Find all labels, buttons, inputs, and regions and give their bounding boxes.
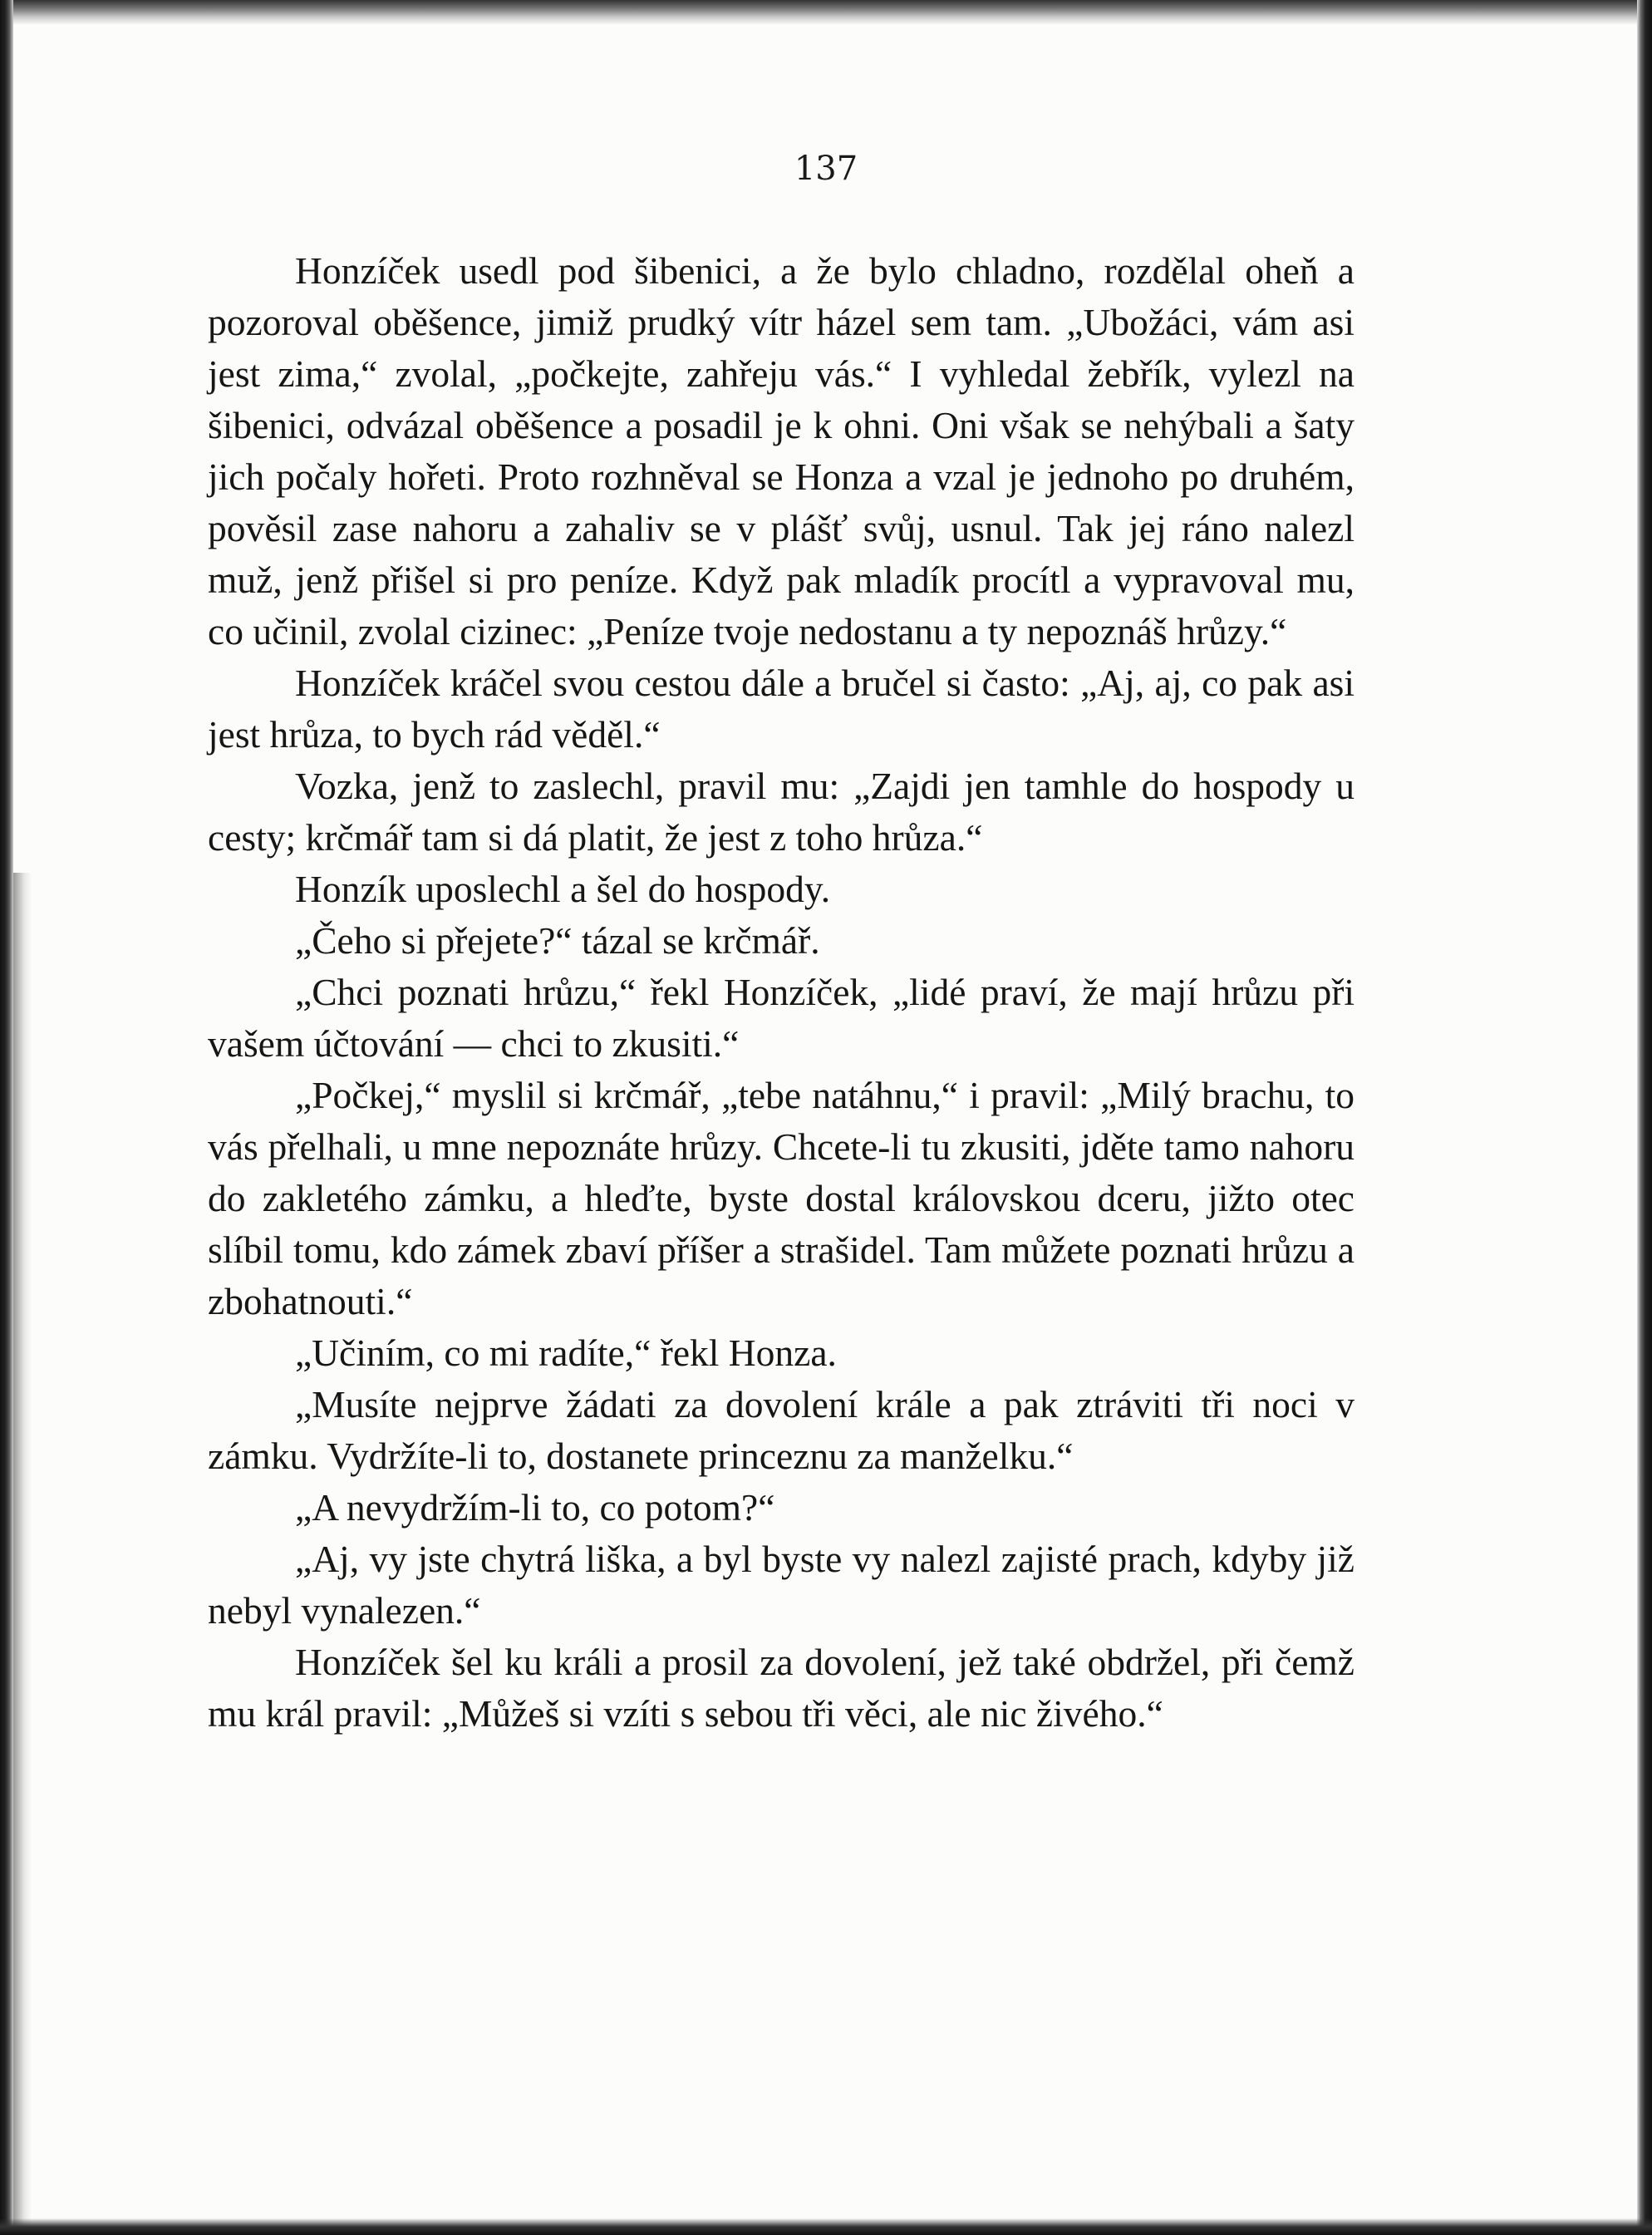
scan-edge-right [1637, 0, 1652, 2235]
paragraph: „Aj, vy jste chytrá liška, a byl byste vy nalezl zajisté prach, kdyby již nebyl vynalezen.“ [208, 1538, 1355, 1632]
paragraph: „Počkej,“ myslil si krčmář, „tebe natáhnu,“ i pravil: „Milý brachu, to vás přelhali, u mne nepoznáte hrůzy. Chcete-li tu zkusiti, jděte tamo nahoru do zakletého zámku, a hleďte, byste dostal královskou dceru, jižto otec slíbil tomu, kdo zámek zbaví příšer a strašidel. Tam můžete poznati hrůzu a zbohatnouti.“ [208, 1074, 1355, 1322]
paragraph: „Čeho si přejete?“ tázal se krčmář. [295, 919, 820, 962]
paragraph: Honzíček kráčel svou cestou dále a bručel si často: „Aj, aj, co pak asi jest hrůza, to bych rád věděl.“ [208, 662, 1355, 756]
paragraph: „Musíte nejprve žádati za dovolení krále a pak ztráviti tři noci v zámku. Vydržíte-li to, dostanete princeznu za manželku.“ [208, 1383, 1355, 1477]
paragraph: Vozka, jenž to zaslechl, pravil mu: „Zajdi jen tamhle do hospody u cesty; krčmář tam si dá platit, že jest z toho hrůza.“ [208, 765, 1355, 859]
paragraph: „Učiním, co mi radíte,“ řekl Honza. [295, 1332, 837, 1374]
paragraph: „Chci poznati hrůzu,“ řekl Honzíček, „lidé praví, že mají hrůzu při vašem účtování — chci to zkusiti.“ [208, 971, 1355, 1065]
scan-edge-left [0, 0, 13, 2235]
paragraph: Honzíček usedl pod šibenici, a že bylo chladno, rozdělal oheň a pozoroval oběšence, jimiž prudký vítr házel sem tam. „Ubožáci, vám asi jest zima,“ zvolal, „počkejte, zahřeju vás.“ I vyhledal žebřík, vylezl na šibenici, odvázal oběšence a posadil je k ohni. Oni však se nehýbali a šaty jich počaly hořeti. Proto rozhněval se Honza a vzal je jednoho po druhém, pověsil zase nahoru a zahaliv se v plášť svůj, usnul. Tak jej ráno nalezl muž, jenž přišel si pro peníze. Když pak mladík procítl a vypravoval mu, co učinil, zvolal cizinec: „Peníze tvoje nedostanu a ty nepoznáš hrůzy.“ [208, 249, 1355, 652]
binding-shadow [13, 873, 32, 2235]
scan-edge-top [0, 0, 1652, 25]
body-text [208, 245, 1355, 1740]
page-number: 137 [794, 150, 858, 188]
paragraph: „A nevydržím-li to, co potom?“ [295, 1486, 775, 1529]
scan-edge-bottom [0, 2218, 1652, 2235]
paragraph: Honzík uposlechl a šel do hospody. [295, 868, 831, 910]
paragraph: Honzíček šel ku králi a prosil za dovolení, jež také obdržel, při čemž mu král pravil: „Můžeš si vzíti s sebou tři věci, ale nic živého.“ [208, 1641, 1355, 1735]
